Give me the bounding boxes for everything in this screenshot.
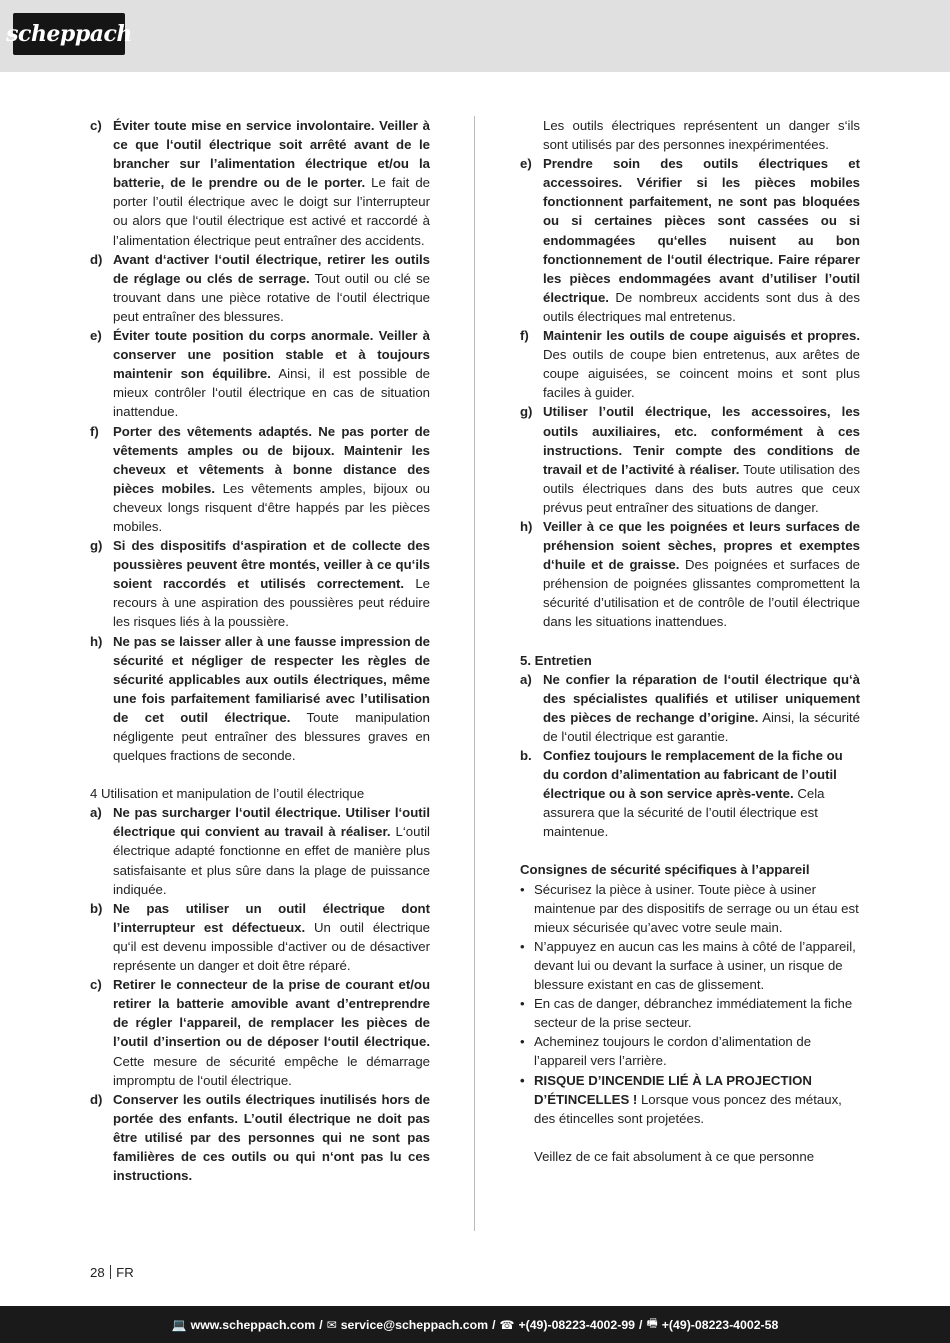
instruction-item: e) Prendre soin des outils électriques et accessoires. Vérifier si les pièces mobiles fonctionnent parfaitement, ne sont pas bloquées ou si certaines pièces sont cassées ou si endommagées qu‘elles nuisent au bon fonctionnement de l‘outil électrique. Faire réparer les pièces endommagées avant d’utiliser l’outil électrique. De nombreux accidents sont dus à des outils électriques mal entretenus. bbox=[520, 156, 860, 324]
instruction-item: d) Avant d‘activer l‘outil électrique, retirer les outils de réglage ou clés de serrage. Tout outil ou clé se trouvant dans une pièce rotative de l‘outil électrique peut entraîner des blessures. bbox=[90, 251, 431, 324]
instruction-item: h) Ne pas se laisser aller à une fausse impression de sécurité et négliger de respecter les règles de sécurité applicables aux outils électriques, même une fois parfaitement familiarisé avec l’utilisation de cet outil électrique. Toute manipulation négligente peut entraîner des blessures graves en quelques fractions de seconde. bbox=[90, 633, 430, 764]
instruction-item: f) Maintenir les outils de coupe aiguisés et propres. Des outils de coupe bien entretenus, aux arêtes de coupe aiguisées, se coincent moins et sont plus faciles à guider. bbox=[520, 328, 860, 401]
right-column bbox=[520, 116, 860, 1166]
bullet-icon: • bbox=[520, 881, 525, 897]
fax-number: +(49)-08223-4002-58 bbox=[661, 1317, 779, 1332]
instruction-item: b. Confiez toujours le remplacement de la fiche ou du cordon d’alimentation au fabricant de l’outil électrique ou à son service après-vente. Cela assurera que la sécurité de l’outil électrique est maintenue. bbox=[520, 748, 843, 840]
continuation-text: Les outils électriques représentent un danger s‘ils sont utilisés par des personnes inexpérimentées. bbox=[543, 118, 860, 153]
header-bar bbox=[0, 0, 950, 72]
section-title: 5. Entretien bbox=[520, 652, 592, 668]
instruction-item: e) Éviter toute position du corps anormale. Veiller à conserver une position stable et à toujours maintenir son équilibre. Ainsi, il est possible de mieux contrôler l‘outil électrique en cas de situation inattendue. bbox=[90, 328, 430, 420]
instruction-item: c) Retirer le connecteur de la prise de courant et/ou retirer la batterie amovible avant d’entreprendre de régler l‘appareil, de remplacer les pièces de l’outil d’insertion ou de déposer l‘outil électrique. Cette mesure de sécurité empêche le démarrage impromptu de l‘outil électrique. bbox=[90, 977, 430, 1088]
closing-text: Veillez de ce fait absolument à ce que personne bbox=[534, 1148, 815, 1164]
instruction-item: h) Veiller à ce que les poignées et leurs surfaces de préhension soient sèches, propres et exemptes d‘huile et de graisse. Des poignées et surfaces de préhension de poignées glissantes compromettent la sécurité d’utilisation et de contrôle de l’outil électrique dans les situations inattendues. bbox=[520, 518, 860, 630]
instruction-item: g) Si des dispositifs d‘aspiration et de collecte des poussières peuvent être montés, veiller à ce qu‘ils soient raccordés et utilisés correctement. Le recours à une aspiration des poussières peut réduire les risques liés à la poussière. bbox=[90, 538, 430, 630]
bullet-item: • RISQUE D’INCENDIE LIÉ À LA PROJECTION D’ÉTINCELLES ! Lorsque vous poncez des métaux, des étincelles sont projetées. bbox=[520, 1072, 842, 1126]
section-title: Consignes de sécurité spécifiques à l’appareil bbox=[520, 862, 810, 878]
computer-icon: 💻 bbox=[171, 1317, 187, 1332]
section-title: 4 Utilisation et manipulation de l’outil électrique bbox=[90, 786, 365, 802]
bullet-icon: • bbox=[520, 996, 525, 1012]
bullet-item: • N’appuyez en aucun cas les mains à côté de l’appareil, devant lui ou devant la surface à usiner, un risque de blessure existant en cas de glissement. bbox=[520, 938, 856, 993]
bullet-icon: • bbox=[520, 1034, 525, 1050]
email-icon: ✉ bbox=[326, 1317, 337, 1332]
phone-icon: ☎ bbox=[499, 1317, 515, 1332]
footer-bar: 💻 www.scheppach.com / ✉ service@scheppach.com / ☎ +(49)-08223-4002-99 / 🖷 +(49)-08223-4002-58 bbox=[0, 1306, 950, 1343]
bullet-item: • Acheminez toujours le cordon d’alimentation de l’appareil vers l’arrière. bbox=[520, 1034, 812, 1069]
scheppach-logo: scheppach bbox=[13, 13, 125, 55]
page-number: 28 FR bbox=[90, 1265, 134, 1280]
phone-number: +(49)-08223-4002-99 bbox=[518, 1317, 635, 1332]
instruction-item: f) Porter des vêtements adaptés. Ne pas porter de vêtements amples ou de bijoux. Maintenir les cheveux et vêtements à bonne distance des pièces mobiles. Les vêtements amples, bijoux ou cheveux longs risquent d‘être happés par les pièces mobiles. bbox=[90, 423, 430, 534]
website-link[interactable]: www.scheppach.com bbox=[190, 1317, 316, 1332]
instruction-item: g) Utiliser l’outil électrique, les accessoires, les outils auxiliaires, etc. conformément à ces instructions. Tenir compte des conditions de travail et de l’activité à réaliser. Toute utilisation des outils électriques dans des buts autres que ceux prévus peut entraîner des situations de danger. bbox=[520, 404, 860, 515]
instruction-item: a) Ne pas surcharger l‘outil électrique. Utiliser l‘outil électrique qui convient au travail à réaliser. L‘outil électrique adapté fonctionne en effet de manière plus satisfaisante et plus sûre dans la plage de puissance indiquée. bbox=[90, 805, 430, 897]
instruction-item: b) Ne pas utiliser un outil électrique dont l’interrupteur est défectueux. Un outil électrique qu‘il est devenu impossible d‘activer ou de désactiver représente un danger et doit être réparé. bbox=[90, 900, 430, 974]
fax-icon: 🖷 bbox=[646, 1316, 658, 1330]
instruction-item: c) Éviter toute mise en service involontaire. Veiller à ce que l‘outil électrique soit arrêté avant de le brancher sur l’alimentation électrique et/ou la batterie, de le prendre ou de le porter. Le fait de porter l’outil électrique avec le doigt sur l’interrupteur ou alors que l‘outil électrique est activé et raccordé à l’alimentation électrique peut entraîner des accidents. bbox=[90, 118, 430, 248]
bullet-item: • En cas de danger, débranchez immédiatement la fiche secteur de la prise secteur. bbox=[520, 996, 853, 1031]
bullet-icon: • bbox=[520, 1072, 525, 1088]
bullet-item: • Sécurisez la pièce à usiner. Toute pièce à usiner maintenue par des dispositifs de serrage ou un étau est mieux sécurisée qu’avec votre seule main. bbox=[520, 881, 859, 935]
instruction-item: a) Ne confier la réparation de l‘outil électrique qu‘à des spécialistes qualifiés et utiliser uniquement des pièces de rechange d’origine. Ainsi, la sécurité de l‘outil électrique est garantie. bbox=[520, 671, 860, 744]
email-link[interactable]: service@scheppach.com bbox=[340, 1317, 489, 1332]
instruction-item: d) Conserver les outils électriques inutilisés hors de portée des enfants. L’outil électrique ne doit pas être utilisé par des personnes qui ne sont pas familières de ces outils ou qui n‘ont pas lu ces instructions. bbox=[90, 1091, 430, 1184]
column-divider bbox=[474, 116, 475, 1231]
bullet-icon: • bbox=[520, 938, 525, 954]
left-column bbox=[90, 116, 430, 1185]
